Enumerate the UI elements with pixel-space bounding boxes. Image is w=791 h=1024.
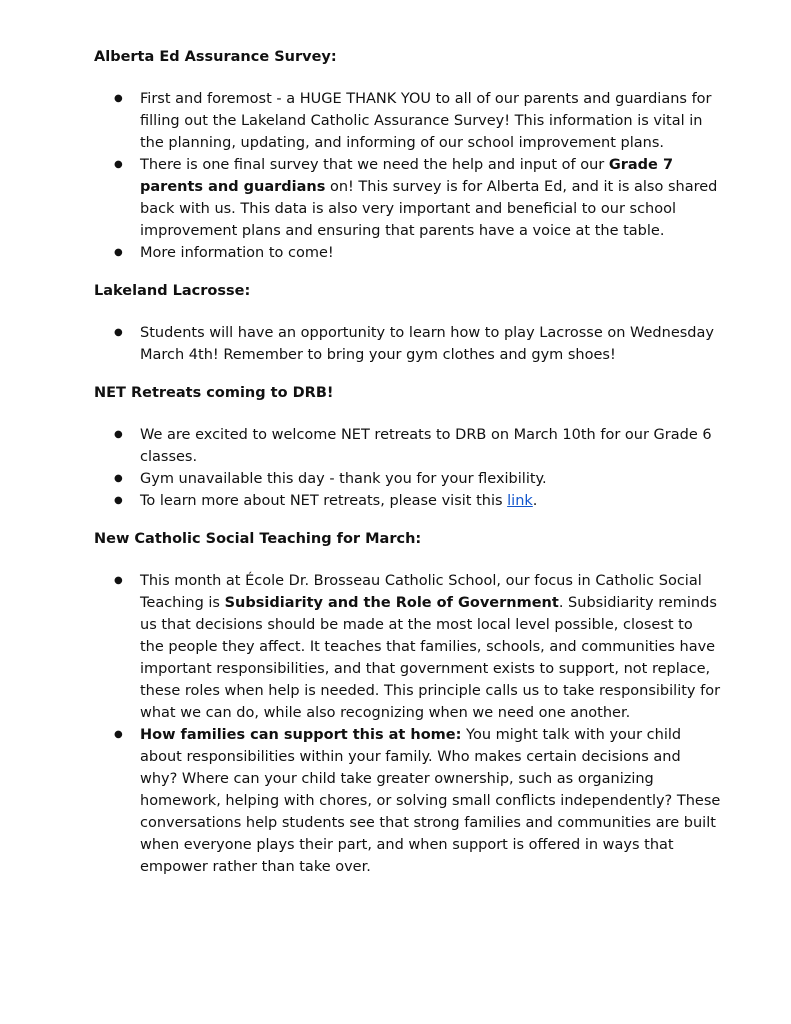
list-item [94,490,721,512]
net-item-3-pre: To learn more about NET retreats, please visit this [140,493,508,509]
lacrosse-item-1-text: Students will have an opportunity to learn how to play Lacrosse on Wednesday March 4th! Remember to bring your gym clothes and gym shoes! [140,325,714,363]
net-retreats-heading: NET Retreats coming to DRB! [94,385,334,401]
assurance-survey-heading: Alberta Ed Assurance Survey: [94,49,337,65]
cst-item-2-bold: How families can support this at home: [140,727,462,743]
net-retreats-list [94,424,721,512]
net-item-2-text: Gym unavailable this day - thank you for your flexibility. [140,471,547,487]
cst-item-2-post: You might talk with your child about responsibilities within your family. Who makes certain decisions and why? Where can your child take greater ownership, such as organizing homework, helping with chores, or solving small conflicts independently? These conversations help students see that strong families and communities are built when everyone plays their part, and when support is offered in ways that empower rather than take over. [140,727,721,875]
list-item [94,424,721,468]
list-item [94,322,721,366]
assurance-item-2-post: on! This survey is for Alberta Ed, and it is also shared back with us. This data is also very important and beneficial to our school improvement plans and ensuring that parents have a voice at the table. [140,179,718,239]
assurance-item-2-pre: There is one final survey that we need the help and input of our [140,157,609,173]
social-teaching-list [94,570,721,878]
net-item-1-text: We are excited to welcome NET retreats to DRB on March 10th for our Grade 6 classes. [140,427,712,465]
assurance-item-3-text: More information to come! [140,245,334,261]
assurance-survey-list [94,88,721,264]
cst-item-1-post: . Subsidiarity reminds us that decisions should be made at the most local level possible, closest to the people they affect. It teaches that families, schools, and communities have important responsibilities, and that government exists to support, not replace, these roles when help is needed. This principle calls us to take responsibility for what we can do, while also recognizing when we need one another. [140,595,721,721]
net-item-3-post: . [532,493,538,509]
social-teaching-heading: New Catholic Social Teaching for March: [94,531,422,547]
assurance-item-1-text: First and foremost - a HUGE THANK YOU to all of our parents and guardians for filling out the Lakeland Catholic Assurance Survey! This information is vital in the planning, updating, and informing of our school improvement plans. [140,91,712,151]
list-item [94,570,721,724]
list-item [94,154,721,242]
lacrosse-list [94,322,721,366]
net-retreats-link[interactable]: link [507,493,533,509]
lacrosse-heading: Lakeland Lacrosse: [94,283,251,299]
assurance-item-2-bold: Grade 7 parents and guardians [140,157,674,195]
cst-item-1-bold: Subsidiarity and the Role of Government [224,595,559,611]
list-item [94,468,721,490]
list-item [94,724,721,878]
list-item [94,242,721,264]
list-item [94,88,721,154]
cst-item-1-pre: This month at École Dr. Brosseau Catholic School, our focus in Catholic Social Teaching is [140,573,702,611]
